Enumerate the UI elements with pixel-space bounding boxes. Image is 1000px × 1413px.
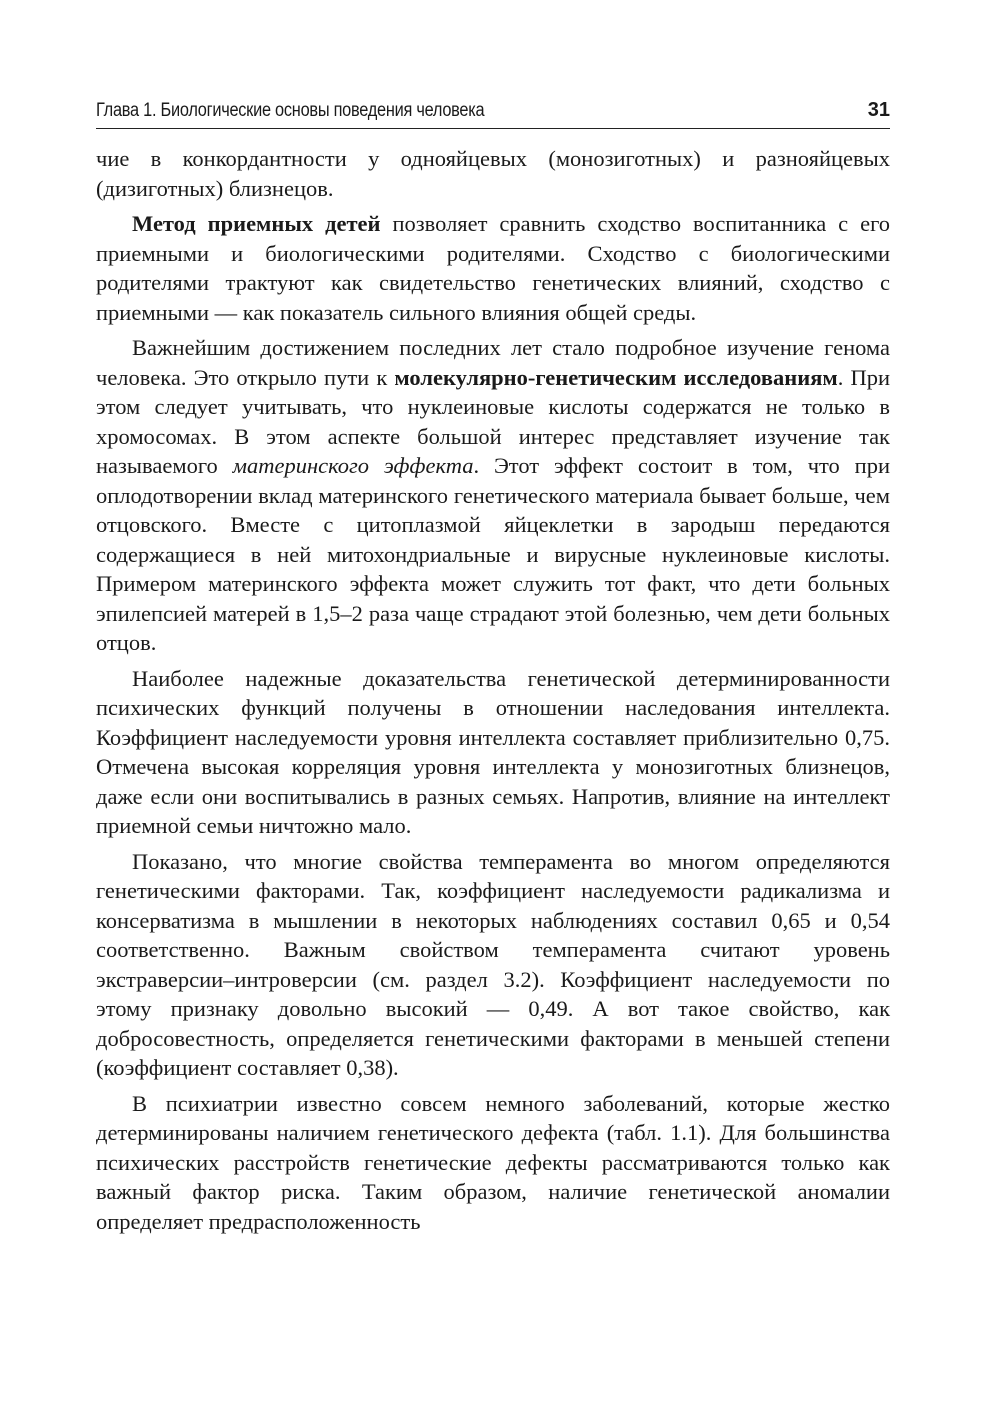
term-molecular-genetic: молекулярно-генетическим исследованиям	[394, 364, 838, 390]
chapter-title: Глава 1. Биологические основы поведения человека	[96, 100, 485, 121]
paragraph-text: . Этот эффект состоит в том, что при оплодотворении вклад материнского генетического материала бывает больше, чем отцовского. Вместе с цитоплазмой яйцеклетки в зародыш передаются содержащиеся в ней митохондриальные и вирусные нуклеиновые кислоты. Примером материнского эффекта может служить тот факт, что дети больных эпилепсией матерей в 1,5–2 раза чаще страдают этой болезнью, чем дети больных отцов.	[96, 453, 891, 655]
paragraph-text: Наиболее надежные доказательства генетической детерминированности психических функций получены в отношении наследования интеллекта. Коэффициент наследуемости уровня интеллекта составляет приблизительно 0,75. Отмечена высокая корреляция уровня интеллекта у монозиготных близнецов, даже если они воспитывались в разных семьях. Напротив, влияние на интеллект приемной семьи ничтожно мало.	[96, 665, 890, 838]
term-maternal-effect: материнского эффекта	[232, 453, 474, 478]
paragraph-continuation	[96, 144, 890, 203]
paragraph-adoption-method	[96, 209, 890, 327]
running-header	[96, 96, 890, 129]
body-text	[96, 144, 890, 1242]
paragraph-psychiatry	[96, 1089, 890, 1237]
paragraph-text: чие в конкордантности у однояйцевых (монозиготных) и разнояйцевых (дизиготных) близнецов.	[96, 146, 890, 201]
paragraph-text: В психиатрии известно совсем немного заболеваний, которые жестко детерминированы наличием генетического дефекта (табл. 1.1). Для большинства психических расстройств генетические дефекты рассматриваются только как важный фактор риска. Таким образом, наличие генетической аномалии определяет предрасположенность	[96, 1090, 890, 1234]
page-number: 31	[867, 99, 890, 121]
paragraph-text: Важнейшим достижением последних лет стало подробное изучение генома человека. Это открыло пути к	[96, 335, 890, 390]
paragraph-genome	[96, 333, 890, 658]
paragraph-text: . При этом следует учитывать, что нуклеиновые кислоты содержатся не только в хромосомах. В этом аспекте большой интерес представляет изучение так называемого	[96, 364, 890, 478]
paragraph-intellect	[96, 664, 890, 841]
term-adoption-method: Метод приемных детей	[132, 211, 381, 236]
paragraph-temperament	[96, 847, 890, 1083]
paragraph-text: позволяет сравнить сходство воспитанника с его приемными и биологическими родителями. Сходство с биологическими родителями трактуют как свидетельство генетических влияний, сходство с приемными — как показатель сильного влияния общей среды.	[96, 211, 890, 325]
paragraph-text: Показано, что многие свойства темперамента во многом определяются генетическими факторами. Так, коэффициент наследуемости радикализма и консерватизма в мышлении в некоторых наблюдениях составил 0,65 и 0,54 соответственно. Важным свойством темперамента считают уровень экстраверсии–интроверсии (см. раздел 3.2). Коэффициент наследуемости по этому признаку довольно высокий — 0,49. А вот такое свойство, как добросовестность, определяется генетическими факторами в меньшей степени (коэффициент составляет 0,38).	[96, 848, 890, 1080]
